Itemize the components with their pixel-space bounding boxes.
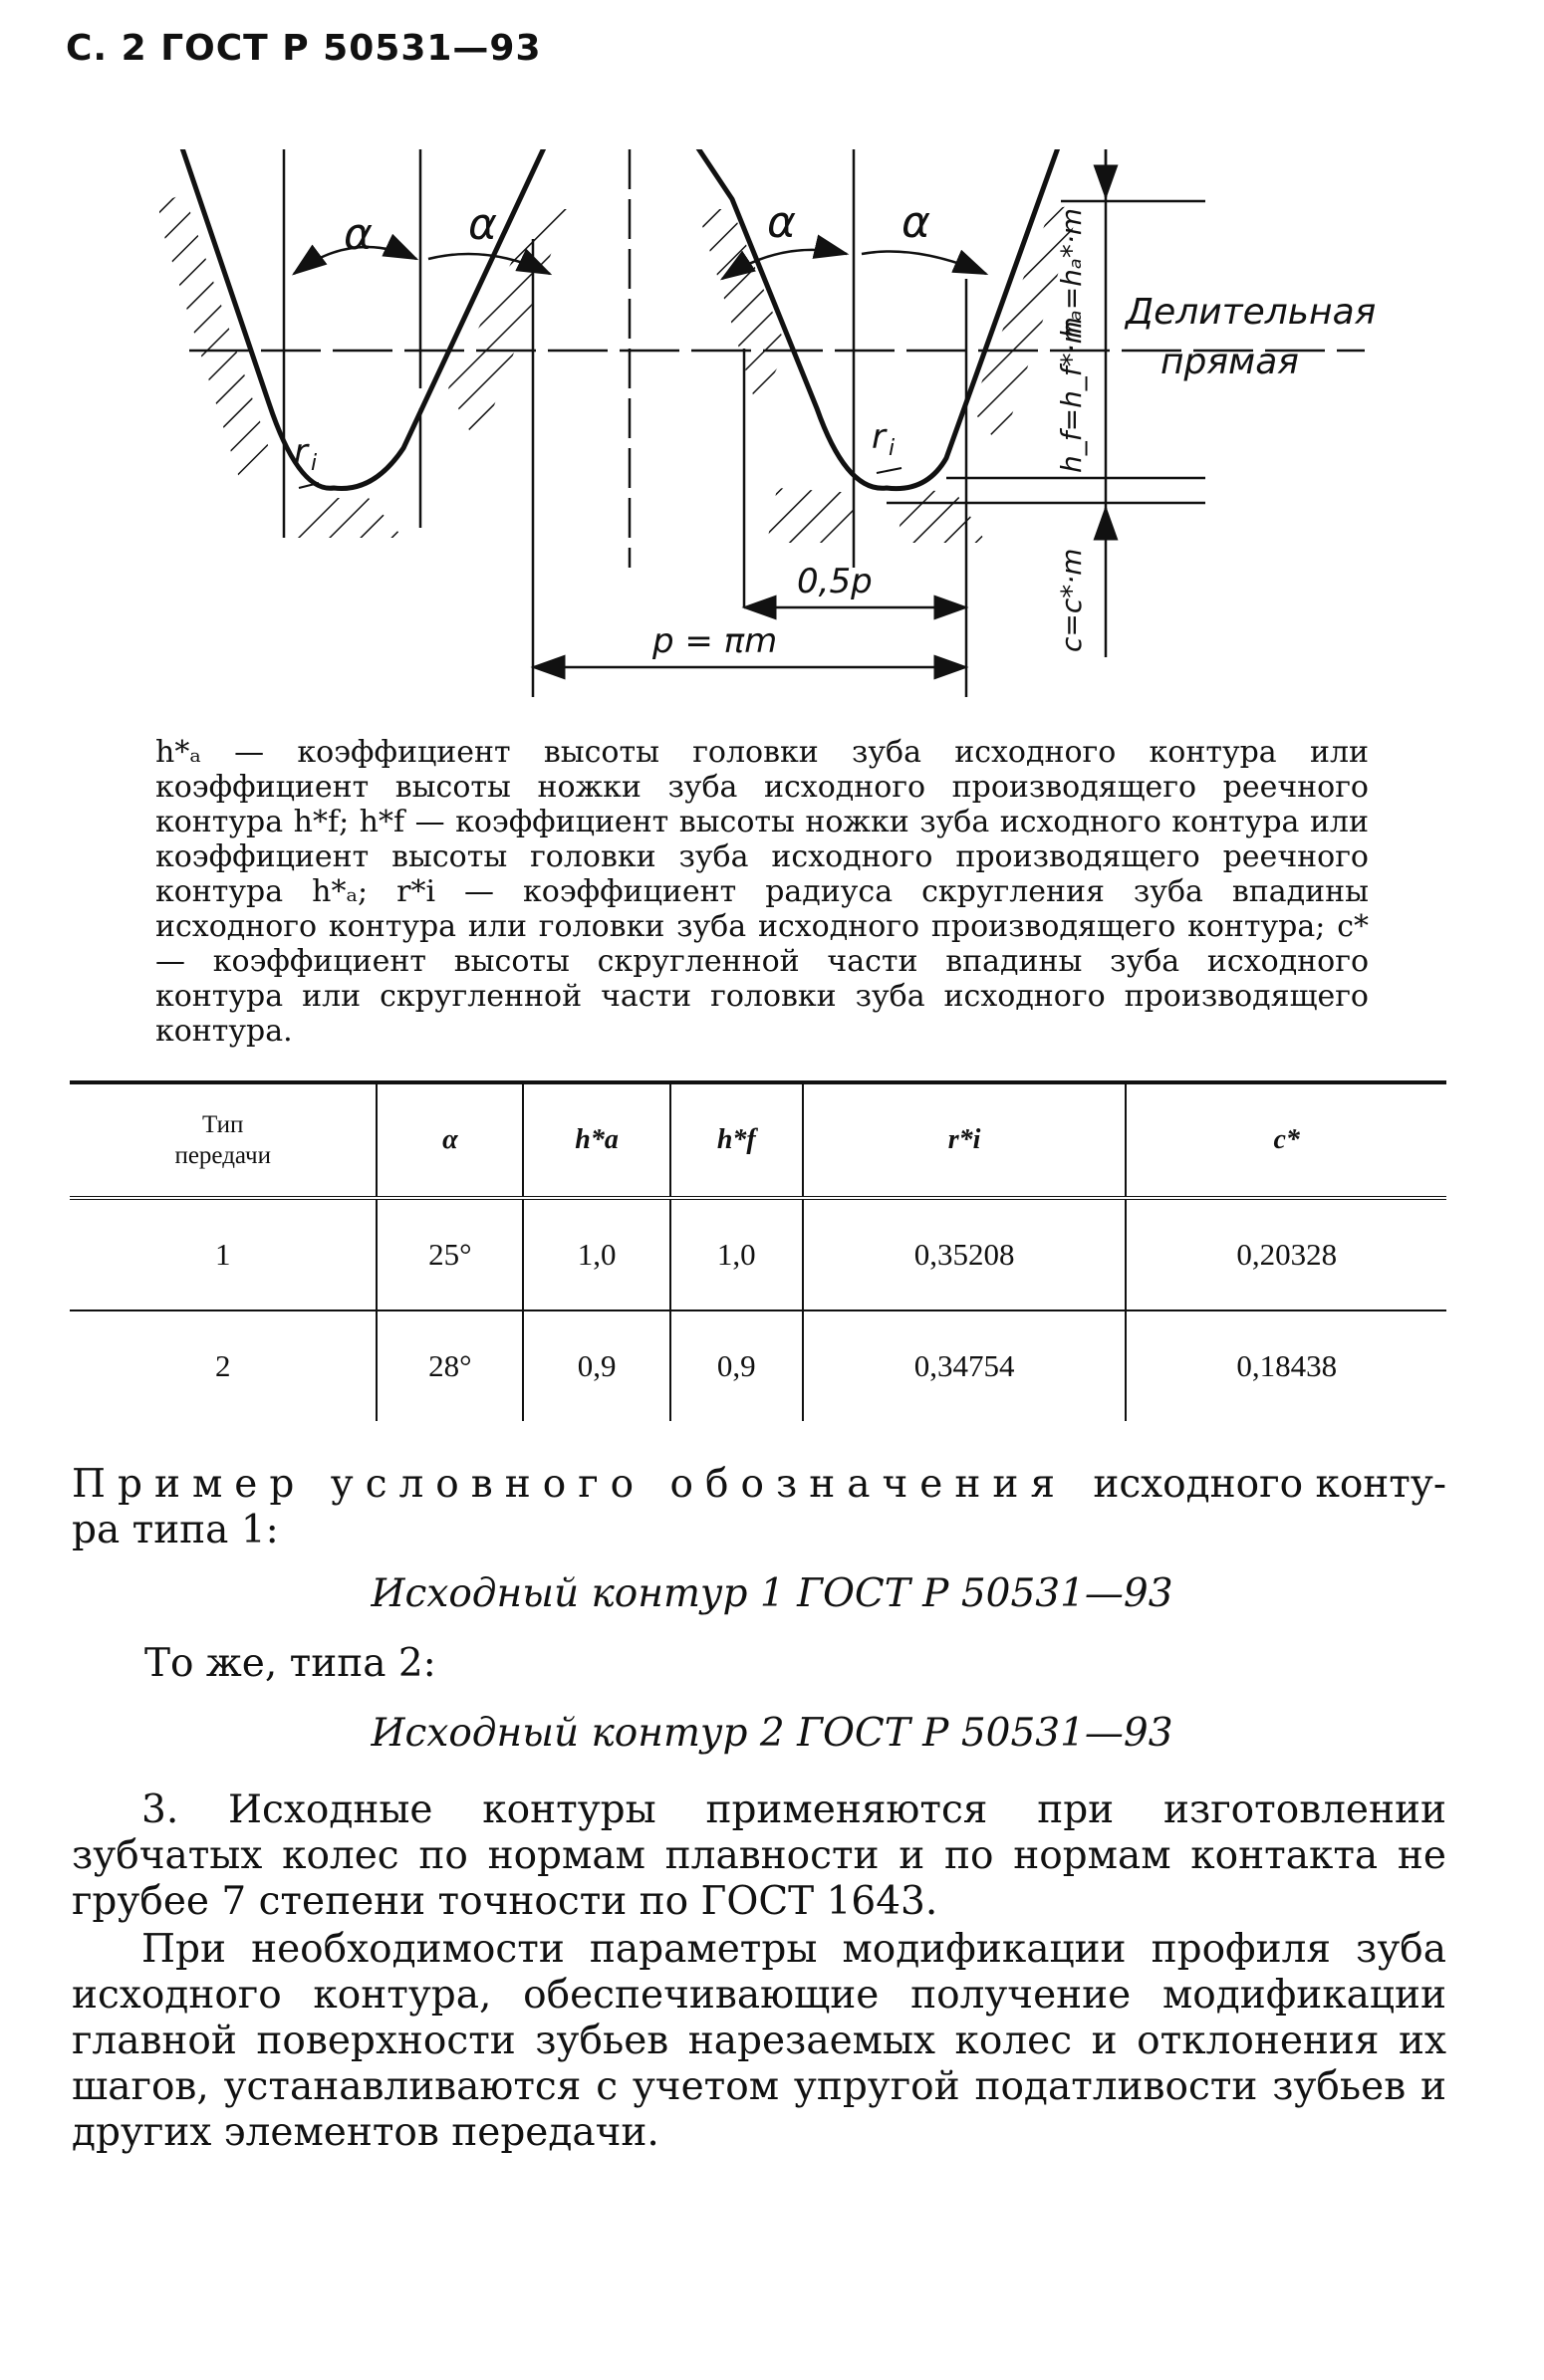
radius-label-2: r: [872, 417, 886, 457]
same-type-2: То же, типа 2:: [144, 1641, 436, 1686]
legend-text: h*ₐ — коэффициент высоты головки зуба исходного контура или коэффициент высоты ножки зуба исходного производящего реечного контура h*f; h*f — коэффициент высоты ножки зуба исходного контура или коэффициент высоты головки зуба исходного производящего реечного контура h*ₐ; r*i — коэффициент радиуса скругления зуба впадины исходного контура или головки зуба исходного производящего контура; c* — коэффициент высоты скругленной части впадины зуба исходного контура или скругленной части головки зуба исходного производящего контура.: [155, 735, 1369, 1049]
paragraph-3: 3. Исходные контуры применяются при изготовлении зубчатых колес по нормам плавности и по нормам контакта не грубее 7 степени точности по ГОСТ 1643.: [72, 1787, 1446, 1924]
hatch-region-3: [448, 209, 568, 448]
pitch-line-label-2: прямая: [1160, 342, 1299, 382]
page-header: С. 2 ГОСТ Р 50531—93: [66, 28, 542, 69]
parameters-table: [70, 1080, 1446, 1421]
hatch-region-2: [289, 498, 403, 538]
svg-text:i: i: [889, 436, 896, 461]
header-c: c*: [1126, 1082, 1446, 1198]
pitch-label: p = πm: [652, 621, 778, 661]
header-ri: r*i: [803, 1082, 1127, 1198]
rack-profile-svg: [159, 149, 1415, 707]
pitch-line-label-1: Делительная: [1126, 292, 1377, 333]
alpha-label-1: α: [344, 209, 374, 260]
header-type: Тип передачи: [70, 1082, 377, 1198]
half-pitch-label: 0,5p: [797, 562, 873, 601]
radius-label-1: r: [294, 432, 308, 472]
header-hf: h*f: [670, 1082, 803, 1198]
alpha-label-2: α: [468, 199, 498, 250]
table-row: 2 28° 0,9 0,9 0,34754 0,18438: [70, 1310, 1446, 1421]
hatch-region-6: [897, 488, 986, 543]
designation-1: Исходный контур 1 ГОСТ Р 50531—93: [371, 1571, 1173, 1616]
table-row: 1 25° 1,0 1,0 0,35208 0,20328: [70, 1198, 1446, 1310]
hatch-region-5: [767, 488, 857, 543]
ha-label: hₐ=hₐ*·m: [1055, 207, 1088, 339]
svg-text:i: i: [311, 451, 318, 476]
paragraph-4: При необходимости параметры модификации профиля зуба исходного контура, обеспечивающие получение модификации главной поверхности зубьев нарезаемых колес и отклонения их шагов, устанавливаются с учетом упругой податливости зубьев и других элементов передачи.: [72, 1927, 1446, 2155]
hf-label: h_f=h_f*·m: [1055, 317, 1088, 473]
example-heading: Пример условного обозначения исходного конту- ра типа 1:: [72, 1462, 1446, 1552]
alpha-label-3: α: [767, 197, 797, 248]
rack-profile-figure: [159, 149, 1415, 707]
header-alpha: α: [377, 1082, 523, 1198]
c-label: c=c*·m: [1055, 548, 1088, 652]
designation-2: Исходный контур 2 ГОСТ Р 50531—93: [371, 1711, 1173, 1756]
alpha-label-4: α: [901, 197, 931, 248]
header-ha: h*a: [523, 1082, 669, 1198]
